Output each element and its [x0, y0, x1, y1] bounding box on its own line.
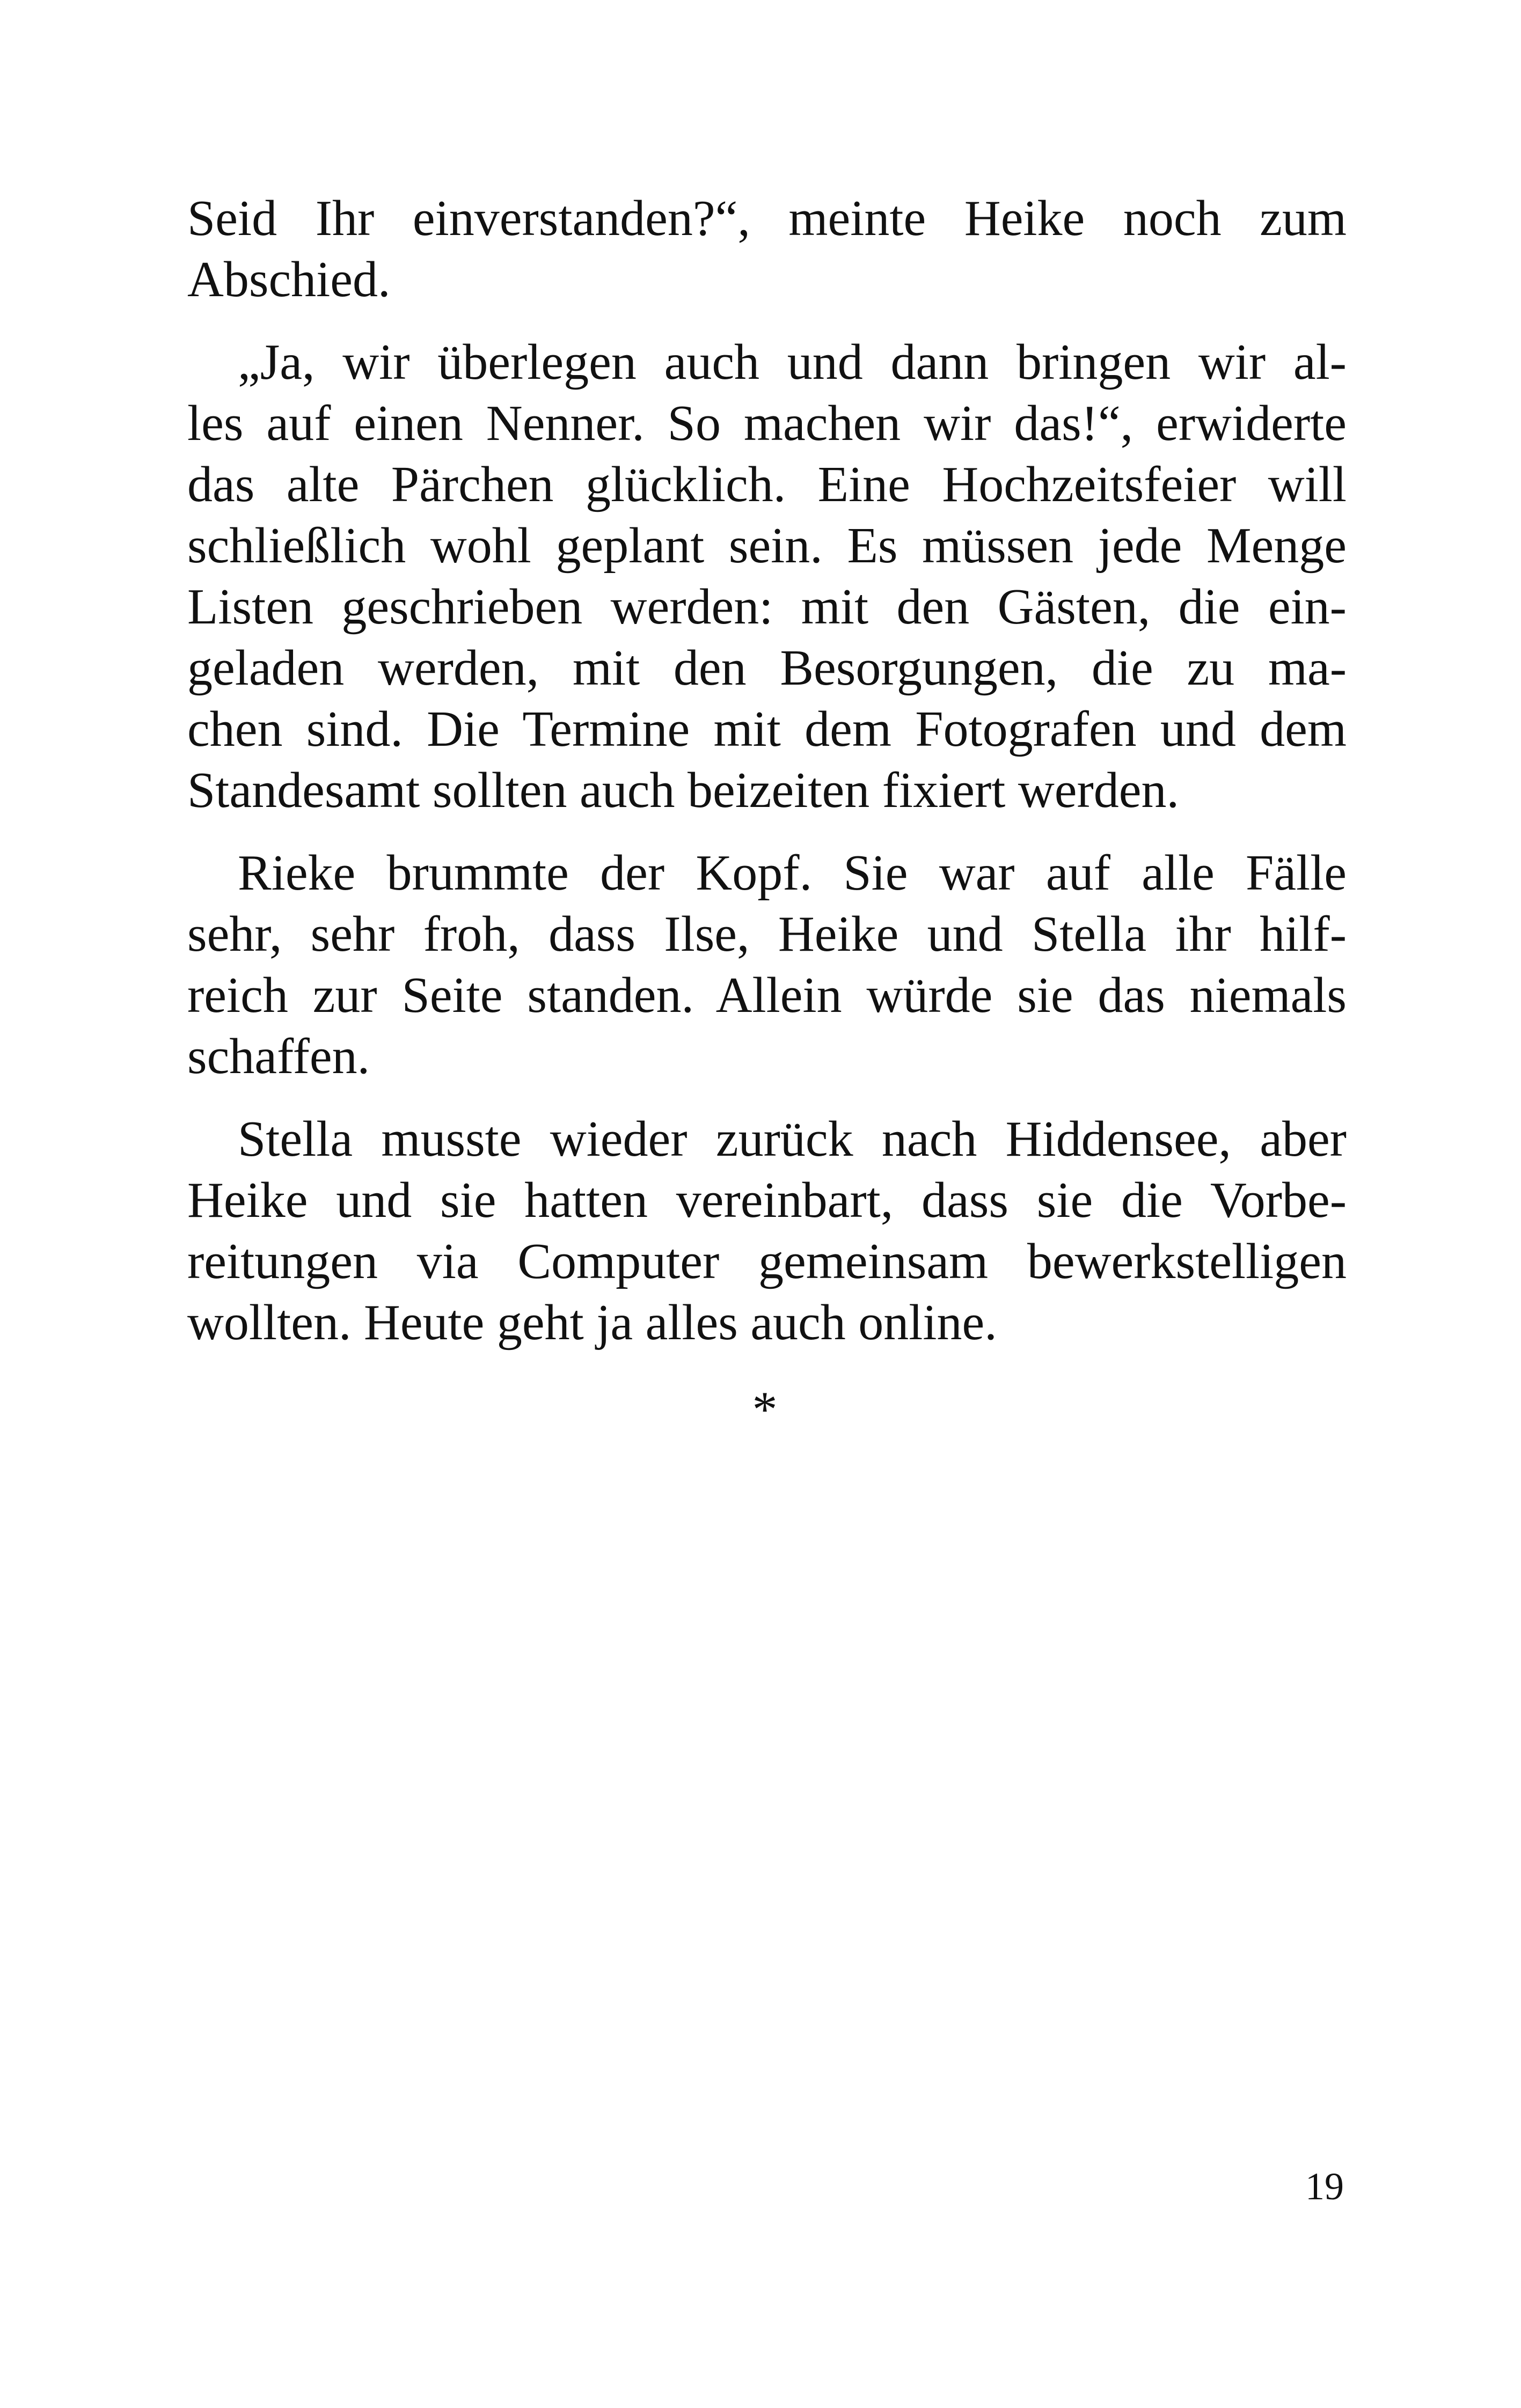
text-line: Seid Ihr einverstanden?“, meinte Heike noch zum: [187, 190, 1347, 246]
page-number: 19: [1305, 2165, 1344, 2208]
paragraph-2: [187, 332, 1347, 821]
text-line: reitungen via Computer gemeinsam bewerkstelligen: [187, 1234, 1347, 1289]
text-line: chen sind. Die Termine mit dem Fotografen und dem: [187, 701, 1347, 757]
text-line: schließlich wohl geplant sein. Es müssen jede Menge: [187, 518, 1347, 574]
paragraph-4: [187, 1108, 1347, 1353]
text-line: „Ja, wir überlegen auch und dann bringen wir al-: [238, 334, 1347, 390]
text-line: sehr, sehr froh, dass Ilse, Heike und Stella ihr hilf-: [187, 906, 1347, 962]
paragraph-1: [187, 188, 1347, 310]
section-separator: *: [752, 1382, 778, 1437]
text-line: reich zur Seite standen. Allein würde sie das niemals: [187, 967, 1347, 1023]
text-line: Listen geschrieben werden: mit den Gästen, die ein-: [187, 579, 1347, 635]
text-line: Abschied.: [187, 252, 391, 307]
text-line: les auf einen Nenner. So machen wir das!“, erwiderte: [187, 395, 1347, 451]
text-line: wollten. Heute geht ja alles auch online.: [187, 1295, 997, 1350]
text-line: Stella musste wieder zurück nach Hiddensee, aber: [238, 1111, 1347, 1167]
text-line: Rieke brummte der Kopf. Sie war auf alle Fälle: [238, 845, 1347, 901]
paragraph-3: [187, 842, 1347, 1087]
text-line: Standesamt sollten auch beizeiten fixiert werden.: [187, 762, 1180, 818]
text-line: Heike und sie hatten vereinbart, dass sie die Vorbe-: [187, 1172, 1347, 1228]
text-line: das alte Pärchen glücklich. Eine Hochzeitsfeier will: [187, 457, 1347, 512]
text-line: schaffen.: [187, 1029, 370, 1084]
body-text: [187, 188, 1347, 1375]
text-line: geladen werden, mit den Besorgungen, die zu ma-: [187, 640, 1347, 696]
